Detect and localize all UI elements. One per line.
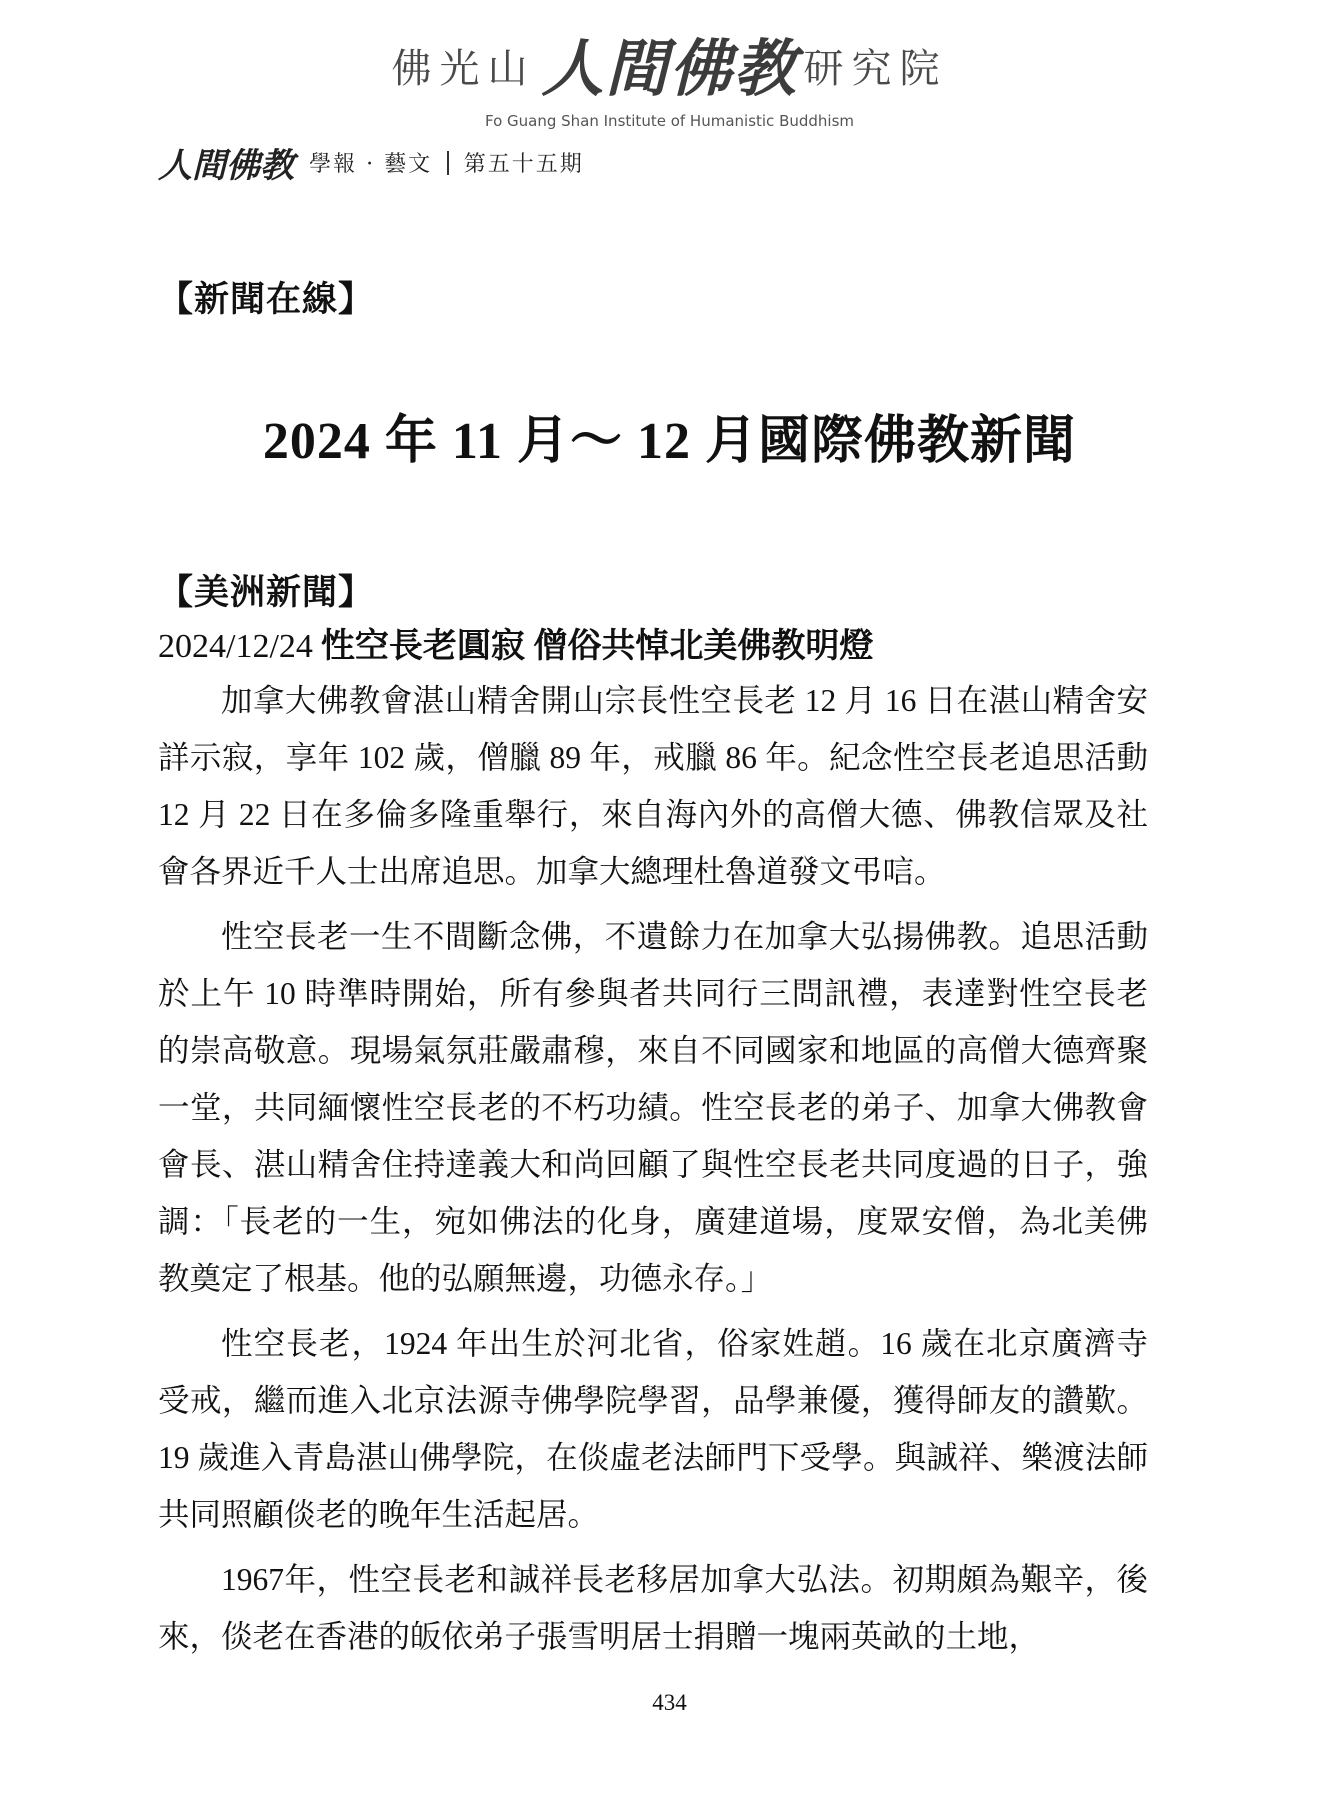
journal-issue: 第五十五期 — [463, 152, 584, 177]
institute-logo-title — [0, 32, 1339, 105]
journal-divider — [447, 151, 449, 175]
column-heading: 【新聞在線】 — [158, 280, 375, 319]
institute-header — [0, 32, 1339, 130]
journal-section: 學報 · 藝文 — [309, 152, 433, 177]
institute-title-prefix: 佛光山 — [391, 46, 536, 92]
page-title: 2024 年 11 月～ 12 月國際佛教新聞 — [262, 413, 1077, 470]
article-date: 2024/12/24 — [158, 628, 313, 665]
page-number: 434 — [652, 1690, 687, 1715]
institute-title-suffix: 研究院 — [803, 46, 948, 92]
article-headline — [158, 618, 873, 667]
institute-title-brand: 人間佛教 — [541, 32, 798, 105]
institute-subtitle: Fo Guang Shan Institute of Humanistic Buddhism — [484, 112, 855, 130]
article-body — [158, 672, 1148, 1673]
journal-brand: 人間佛教 — [158, 146, 294, 186]
article-title: 性空長老圓寂 僧俗共悼北美佛教明燈 — [320, 628, 874, 665]
journal-header — [158, 138, 584, 187]
region-heading: 【美洲新聞】 — [158, 573, 375, 612]
article-paragraph: 性空長老一生不間斷念佛，不遺餘力在加拿大弘揚佛教。追思活動於上午 10 時準時開始，所有參與者共同行三問訊禮，表達對性空長老的崇高敬意。現場氣氛莊嚴肅穆，來自不同國家和地區的高僧大德齊聚一堂，共同緬懷性空長老的不朽功績。性空長老的弟子、加拿大佛教會會長、湛山精舍住持達義大和尚回顧了與性空長老共同度過的日子，強調：「長老的一生，宛如佛法的化身，廣建道場，度眾安僧，為北美佛教奠定了根基。他的弘願無邊，功德永存。」 — [158, 919, 1148, 1296]
article-paragraph: 性空長老，1924 年出生於河北省，俗家姓趙。16 歲在北京廣濟寺受戒，繼而進入北京法源寺佛學院學習，品學兼優，獲得師友的讚歎。19 歲進入青島湛山佛學院，在倓虛老法師門下受學。與誠祥、樂渡法師共同照顧倓老的晚年生活起居。 — [158, 1326, 1148, 1532]
article-paragraph: 1967年，性空長老和誠祥長老移居加拿大弘法。初期頗為艱辛，後來，倓老在香港的皈依弟子張雪明居士捐贈一塊兩英畝的土地， — [158, 1562, 1148, 1654]
article-paragraph: 加拿大佛教會湛山精舍開山宗長性空長老 12 月 16 日在湛山精舍安詳示寂，享年 102 歲，僧臘 89 年，戒臘 86 年。紀念性空長老追思活動 12 月 22 日在多倫多隆重舉行，來自海內外的高僧大德、佛教信眾及社會各界近千人士出席追思。加拿大總理杜魯道發文弔唁。 — [158, 683, 1148, 889]
